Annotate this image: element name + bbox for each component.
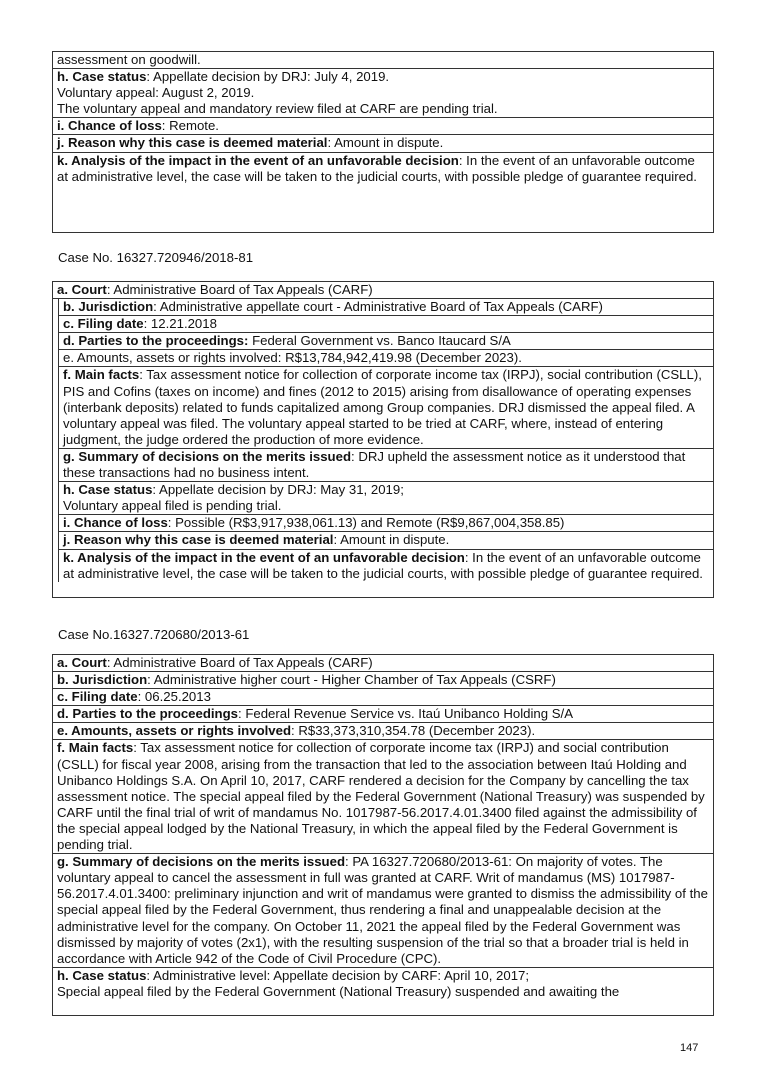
row-court: [53, 282, 713, 299]
label: i. Chance of loss: [63, 515, 168, 531]
value: e. Amounts, assets or rights involved: R$13,784,942,419.98 (December 2023).: [63, 350, 522, 366]
row-impact-analysis: [53, 153, 713, 235]
row-filing-date: [53, 689, 713, 706]
label: f. Main facts: [63, 367, 140, 383]
label: g. Summary of decisions on the merits issued: [57, 854, 346, 870]
row-jurisdiction: [53, 672, 713, 689]
row-summary-decisions: [59, 449, 713, 482]
value: : Administrative higher court - Higher Chamber of Tax Appeals (CSRF): [147, 672, 556, 688]
value: : Federal Revenue Service vs. Itaú Unibanco Holding S/A: [238, 706, 573, 722]
row-goodwill: assessment on goodwill.: [53, 52, 713, 69]
row-impact-analysis: [59, 550, 713, 582]
case-caption: Case No. 16327.720946/2018-81: [58, 250, 254, 265]
value: : Administrative level: Appellate decision by CARF: April 10, 2017;: [146, 967, 530, 983]
value: : Possible (R$3,917,938,061.13) and Remote (R$9,867,004,358.85): [167, 515, 565, 531]
row-case-status: [53, 69, 713, 118]
value: : Administrative appellate court - Administrative Board of Tax Appeals (CARF): [153, 299, 603, 315]
label: d. Parties to the proceedings:: [63, 333, 249, 349]
value: The voluntary appeal and mandatory review filed at CARF are pending trial.: [57, 101, 498, 117]
page-number: 147: [680, 1042, 699, 1054]
row-case-status: [53, 968, 713, 1000]
case-table: [52, 654, 714, 1016]
case-table: [52, 281, 714, 598]
label: j. Reason why this case is deemed material: [63, 532, 334, 548]
label: b. Jurisdiction: [63, 299, 154, 315]
label: j. Reason why this case is deemed material: [57, 135, 328, 151]
label: e. Amounts, assets or rights involved: [57, 723, 292, 739]
row-main-facts: [59, 367, 713, 448]
value: : Administrative Board of Tax Appeals (CARF): [106, 655, 373, 670]
case-table-continued: [52, 51, 714, 233]
value: : 12.21.2018: [143, 316, 217, 332]
row-chance-of-loss: [53, 118, 713, 135]
value: : Appellate decision by DRJ: May 31, 2019;: [152, 482, 404, 498]
row-case-status: [59, 482, 713, 515]
label: h. Case status: [57, 967, 147, 983]
value: : Amount in dispute.: [327, 135, 444, 151]
value: : In the event of an unfavorable outcome at administrative level, the case will be taken to the judicial courts, with possible pledge of guarantee required.: [57, 152, 697, 184]
label: k. Analysis of the impact in the event of an unfavorable decision: [57, 152, 459, 168]
value: : Appellate decision by DRJ: July 4, 2019.: [146, 69, 390, 85]
label: i. Chance of loss: [57, 118, 162, 134]
value: : Remote.: [161, 118, 219, 134]
value: : Administrative Board of Tax Appeals (CARF): [106, 282, 373, 297]
row-parties: [59, 333, 713, 350]
case-table-body: [58, 299, 713, 582]
label: g. Summary of decisions on the merits issued: [63, 448, 352, 464]
value: Federal Government vs. Banco Itaucard S/A: [248, 333, 511, 349]
row-filing-date: [59, 316, 713, 333]
value: : 06.25.2013: [137, 689, 211, 705]
row-main-facts: [53, 740, 713, 854]
row-reason-material: [59, 532, 713, 549]
row-reason-material: [53, 135, 713, 152]
value: Voluntary appeal filed is pending trial.: [63, 498, 282, 514]
row-court: [53, 655, 713, 672]
label: f. Main facts: [57, 740, 134, 756]
value: : Tax assessment notice for collection of corporate income tax (IRPJ), social contribution (CSLL), PIS and Cofins (taxes on income) and fines (2012 to 2015) arising from disallowance of operating expenses (interbank deposits) related to funds capitalized among Group companies. DRJ dismissed the appeal filed. A voluntary appeal was filed. The voluntary appeal started to be tried at CARF, where, instead of entering judgment, the judge ordered the production of more evidence.: [63, 367, 702, 447]
value: : DRJ upheld the assessment notice as it understood that these transactions had no business intent.: [63, 448, 686, 481]
value: : PA 16327.720680/2013-61: On majority of votes. The voluntary appeal to cancel the assessment in full was granted at CARF. Writ of mandamus (MS) 1017987-56.2017.4.01.3400: preliminary injunction and writ of mandamus were granted to dismiss the admissibility of the special appeal filed by the Federal Government, thus rendering a final and unappealable decision at the administrative level for the company. On October 11, 2021 the appeal filed by the Federal Government was dismissed by majority of votes (2x1), with the resulting suspension of the trial so that a broader trial is held in accordance with Article 942 of the Code of Civil Procedure (CPC).: [57, 854, 708, 966]
value: : Amount in dispute.: [333, 532, 450, 548]
label: c. Filing date: [63, 316, 144, 332]
label: b. Jurisdiction: [57, 672, 148, 688]
row-parties: [53, 706, 713, 723]
row-amounts: [59, 350, 713, 367]
label: d. Parties to the proceedings: [57, 706, 238, 722]
row-jurisdiction: [59, 299, 713, 316]
value: : R$33,373,310,354.78 (December 2023).: [291, 723, 536, 739]
label: a. Court: [57, 655, 107, 670]
label: k. Analysis of the impact in the event of an unfavorable decision: [63, 549, 465, 565]
label: c. Filing date: [57, 689, 138, 705]
row-chance-of-loss: [59, 515, 713, 532]
label: a. Court: [57, 282, 107, 297]
value: : Tax assessment notice for collection of corporate income tax (IRPJ) and social contribution (CSLL) for fiscal year 2008, arising from the transaction that led to the association between Itaú Holding and Unibanco Holdings S.A. On April 10, 2017, CARF rendered a decision for the Company by cancelling the tax assessment notice. The special appeal filed by the Federal Government (National Treasury) was suspended by CARF until the final trial of writ of mandamus No. 1017987-56.2017.4.01.3400 filed against the admissibility of the special appeal lodged by the National Treasury, in which the appeal filed by the Federal Government is pending trial.: [57, 740, 705, 853]
value: Special appeal filed by the Federal Government (National Treasury) suspended and awaiting the: [57, 983, 620, 999]
row-summary-decisions: [53, 854, 713, 968]
case-caption: Case No.16327.720680/2013-61: [58, 627, 250, 642]
row-amounts: [53, 723, 713, 740]
label: h. Case status: [63, 482, 153, 498]
value: : In the event of an unfavorable outcome at administrative level, the case will be taken to the judicial courts, with possible pledge of guarantee required.: [63, 549, 703, 581]
value: Voluntary appeal: August 2, 2019.: [57, 85, 255, 101]
label: h. Case status: [57, 69, 147, 85]
